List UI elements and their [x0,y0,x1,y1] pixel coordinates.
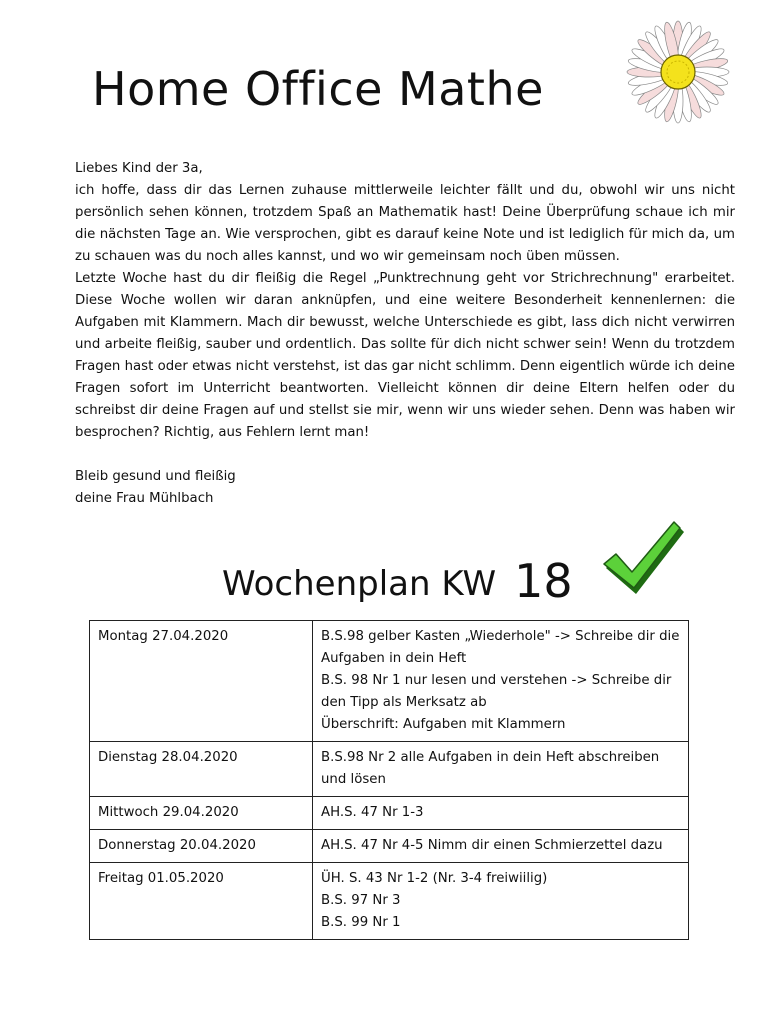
task-line: B.S. 98 Nr 1 nur lesen und verstehen -> Schreibe dir den Tipp als Merksatz ab [321,673,672,710]
page-title: Home Office Mathe [92,62,544,116]
weekplan-title-text: Wochenplan KW [222,564,497,604]
checkmark-icon [600,518,690,608]
task-cell [313,742,689,797]
task-cell [313,830,689,863]
letter-greeting: Liebes Kind der 3a, [75,161,203,176]
day-cell: Dienstag 28.04.2020 [90,742,313,797]
task-line: Überschrift: Aufgaben mit Klammern [321,717,566,732]
day-cell: Montag 27.04.2020 [90,621,313,742]
weekplan-table [89,620,689,940]
task-line: AH.S. 47 Nr 1-3 [321,805,424,820]
table-row [90,742,689,797]
weekplan-week-number: 18 [514,554,573,608]
day-cell: Donnerstag 20.04.2020 [90,830,313,863]
task-cell [313,863,689,940]
task-cell [313,797,689,830]
letter-paragraph: Letzte Woche hast du dir fleißig die Regel „Punktrechnung geht vor Strichrechnung" erarbeitet. Diese Woche wollen wir daran anknüpfen, und eine weitere Besonderheit kennenlernen: die Aufgaben mit Klammern. Mach dir bewusst, welche Unterschiede es gibt, lass dich nicht verwirren und arbeite fleißig, sauber und ordentlich. Das sollte für dich nicht schwer sein! Wenn du trotzdem Fragen hast oder etwas nicht verstehst, ist das gar nicht schlimm. Denn eigentlich würde ich deine Fragen sofort im Unterricht beantworten. Vielleicht können dir deine Eltern helfen oder du schreibst dir deine Fragen auf und stellst sie mir, wenn wir uns wieder sehen. Denn was haben wir besprochen? Richtig, aus Fehlern lernt man! [75,271,735,440]
task-line: B.S. 99 Nr 1 [321,915,401,930]
day-cell: Freitag 01.05.2020 [90,863,313,940]
letter [75,158,735,510]
letter-signature: deine Frau Mühlbach [75,491,214,506]
daisy-icon [618,12,738,132]
letter-paragraph: ich hoffe, dass dir das Lernen zuhause mittlerweile leichter fällt und du, obwohl wir uns nicht persönlich sehen können, trotzdem Spaß an Mathematik hast! Deine Überprüfung schaue ich mir die nächsten Tage an. Wie versprochen, gibt es darauf keine Note und ist lediglich für mich da, um zu schauen was du noch alles kannst, und wo wir gemeinsam noch üben müssen. [75,183,735,264]
task-line: ÜH. S. 43 Nr 1-2 (Nr. 3-4 freiwiilig) [321,871,548,886]
task-line: B.S. 97 Nr 3 [321,893,401,908]
weekplan-title [222,552,573,606]
task-line: B.S.98 Nr 2 alle Aufgaben in dein Heft abschreiben und lösen [321,750,660,787]
day-cell: Mittwoch 29.04.2020 [90,797,313,830]
table-row [90,830,689,863]
table-row [90,797,689,830]
table-row [90,621,689,742]
letter-closing: Bleib gesund und fleißig [75,469,236,484]
table-row [90,863,689,940]
task-line: B.S.98 gelber Kasten „Wiederhole" -> Schreibe dir die Aufgaben in dein Heft [321,629,680,666]
task-cell [313,621,689,742]
task-line: AH.S. 47 Nr 4-5 Nimm dir einen Schmierzettel dazu [321,838,663,853]
